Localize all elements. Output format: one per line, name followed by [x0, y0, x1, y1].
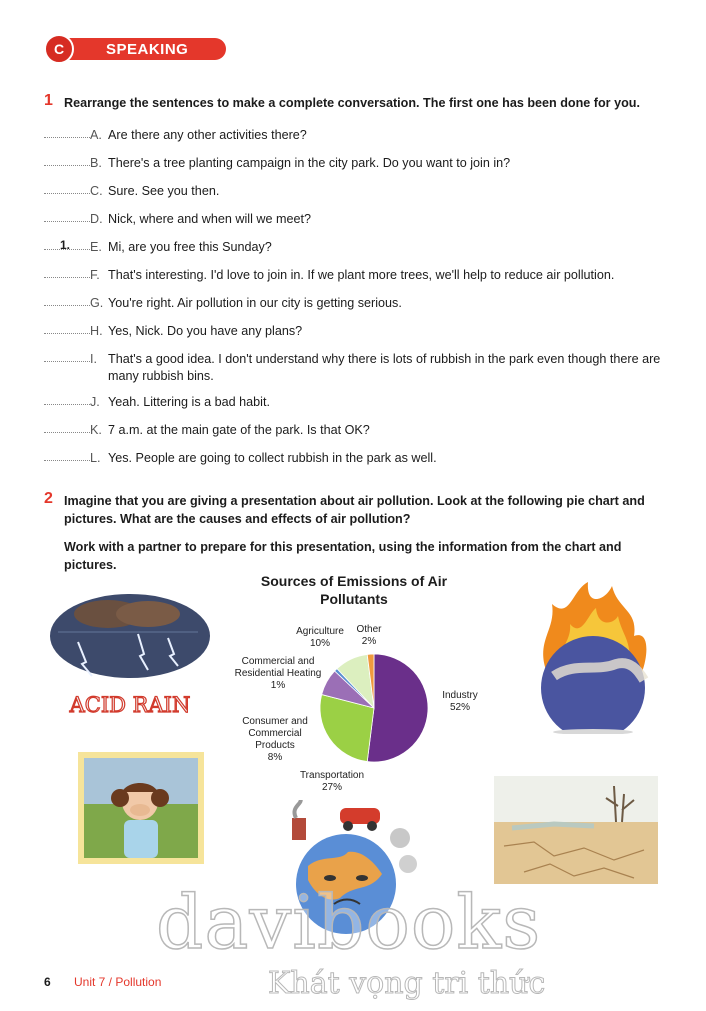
answer-value: 1. — [60, 238, 71, 252]
label-heating-value: 1% — [270, 680, 286, 691]
section-title: SPEAKING — [106, 41, 189, 58]
sentence-letter: K. — [90, 423, 102, 437]
sentence-text: Mi, are you free this Sunday? — [108, 240, 272, 254]
answer-blank[interactable] — [44, 460, 90, 461]
acid-rain-picture — [48, 592, 212, 722]
label-industry-value: 52% — [449, 702, 470, 713]
sentence-letter: H. — [90, 324, 103, 338]
watermark-brand: davibooks — [156, 880, 542, 966]
task-2-subheading — [44, 538, 670, 574]
sentence-text: Yes. People are going to collect rubbish in the park as well. — [108, 451, 437, 465]
sentence-letter: L. — [90, 451, 101, 465]
sentence-text: That's a good idea. I don't understand why there is lots of rubbish in the park even though there are many rubbish bins. — [108, 352, 661, 383]
label-industry — [434, 690, 486, 714]
page-number: 6 — [44, 975, 51, 989]
sentence-letter: J. — [90, 395, 100, 409]
sentence-text: Are there any other activities there? — [108, 128, 307, 142]
pie-slice-industry — [367, 654, 428, 762]
answer-blank[interactable] — [44, 333, 90, 334]
sentence-letter: F. — [90, 268, 100, 282]
answer-blank[interactable] — [44, 404, 90, 405]
label-transportation-name: Transportation — [299, 770, 365, 781]
answer-blank[interactable] — [44, 305, 90, 306]
sentence-text: Yeah. Littering is a bad habit. — [108, 395, 270, 409]
unit-label: Unit 7 / Pollution — [74, 975, 162, 989]
label-consumer-name: Consumer and Commercial Products — [242, 716, 308, 751]
label-agriculture — [285, 626, 355, 650]
burning-earth-picture — [526, 580, 660, 734]
sentence-letter: C. — [90, 184, 103, 198]
sentence-text: Sure. See you then. — [108, 184, 220, 198]
label-consumer — [234, 716, 316, 764]
girl-pollution-picture — [78, 752, 204, 864]
sentence-letter: I. — [90, 352, 97, 366]
sentence-text: Yes, Nick. Do you have any plans? — [108, 324, 303, 338]
answer-blank[interactable] — [44, 361, 90, 362]
watermark-slogan: Khát vọng tri thức — [268, 966, 546, 1001]
section-header — [44, 34, 226, 64]
sentence-letter: E. — [90, 240, 102, 254]
label-agriculture-name: Agriculture — [296, 626, 344, 637]
task-1-heading — [44, 94, 664, 114]
sentence-text: That's interesting. I'd love to join in. If we plant more trees, we'll help to reduce air pollution. — [108, 268, 615, 282]
sentence-letter: A. — [90, 128, 102, 142]
sentence-letter: D. — [90, 212, 103, 226]
label-agriculture-value: 10% — [309, 638, 330, 649]
label-other-name: Other — [356, 624, 382, 635]
task-2-number: 2 — [44, 490, 53, 507]
label-other — [352, 624, 386, 648]
label-consumer-value: 8% — [267, 752, 283, 763]
answer-blank[interactable] — [44, 137, 90, 138]
drought-picture — [494, 776, 658, 884]
label-heating — [232, 656, 324, 692]
task-1-number: 1 — [44, 92, 53, 109]
chart-title: Sources of Emissions of Air Pollutants — [260, 573, 448, 607]
answer-blank[interactable] — [44, 277, 90, 278]
sentence-text: Nick, where and when will we meet? — [108, 212, 311, 226]
label-heating-name: Commercial and Residential Heating — [234, 656, 322, 679]
answer-blank[interactable] — [44, 165, 90, 166]
sentence-text: There's a tree planting campaign in the city park. Do you want to join in? — [108, 156, 511, 170]
pie-chart — [316, 650, 432, 766]
section-letter-badge: C — [44, 34, 74, 64]
sentence-text: 7 a.m. at the main gate of the park. Is that OK? — [108, 423, 370, 437]
label-industry-name: Industry — [442, 690, 478, 701]
answer-blank[interactable] — [44, 221, 90, 222]
sentence-letter: B. — [90, 156, 102, 170]
label-other-value: 2% — [361, 636, 377, 647]
label-transportation-value: 27% — [321, 782, 342, 793]
answer-blank[interactable] — [44, 193, 90, 194]
task-2-instruction-2: Work with a partner to prepare for this presentation, using the information from the chart and pictures. — [64, 540, 622, 572]
task-2-instruction: Imagine that you are giving a presentation about air pollution. Look at the following pie chart and pictures. What are the causes and effects of air pollution? — [64, 494, 645, 526]
sentence-letter: G. — [90, 296, 104, 310]
task-2-heading — [44, 492, 670, 532]
label-transportation — [292, 770, 372, 794]
acid-rain-caption: ACID RAIN — [69, 693, 191, 717]
sentence-text: You're right. Air pollution in our city is getting serious. — [108, 296, 402, 310]
task-1-instruction: Rearrange the sentences to make a complete conversation. The first one has been done for you. — [64, 96, 640, 110]
answer-blank[interactable] — [44, 432, 90, 433]
